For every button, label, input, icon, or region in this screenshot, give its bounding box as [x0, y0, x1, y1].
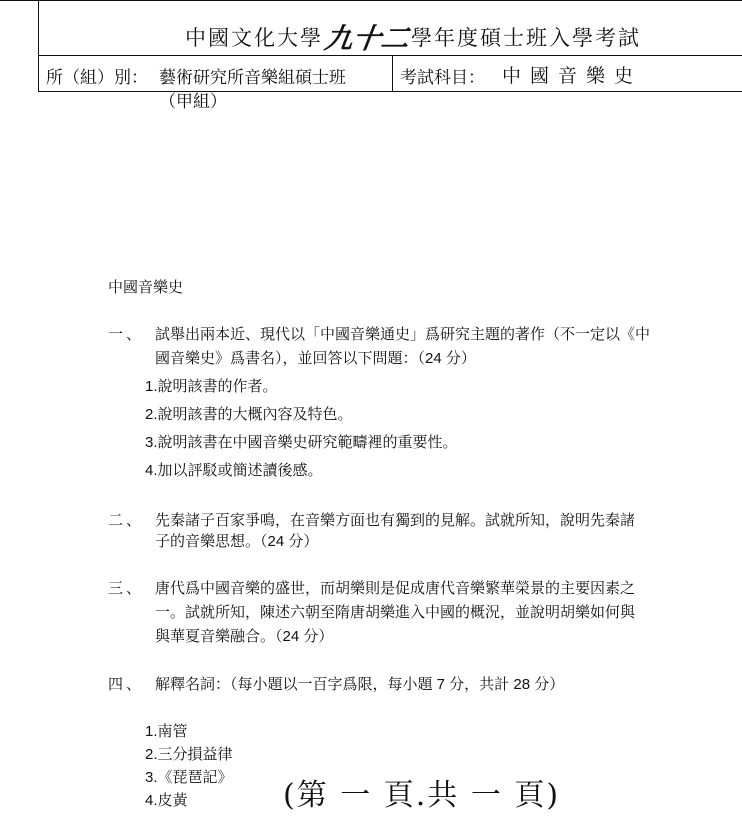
- question-1-line-1: 試舉出兩本近、現代以「中國音樂通史」爲研究主題的著作（不一定以《中: [155, 326, 651, 343]
- header-left-rule: [38, 0, 39, 92]
- question-4-sub-1: 1.南管: [145, 723, 188, 740]
- subject-label: 考試科目：: [400, 68, 485, 88]
- question-3-line-1: 唐代爲中國音樂的盛世，而胡樂則是促成唐代音樂繁華榮景的主要因素之: [155, 580, 636, 597]
- header-bottom-rule: [38, 91, 742, 92]
- question-2-number: 二、: [108, 512, 145, 529]
- exam-title-university: 中國文化大學: [185, 26, 323, 50]
- document-heading: 中國音樂史: [108, 279, 184, 296]
- page-indicator: (第 一 頁.共 一 頁): [283, 778, 561, 813]
- question-1-sub-4: 4.加以評駁或簡述讀後感。: [145, 462, 323, 479]
- question-1-sub-1: 1.說明該書的作者。: [145, 378, 278, 395]
- question-1-sub-2: 2.說明該書的大概內容及特色。: [145, 406, 353, 423]
- exam-year-handwritten: 九十二: [322, 22, 412, 55]
- question-3-number: 三、: [108, 580, 145, 597]
- question-4-sub-3: 3.《琵琶記》: [145, 769, 233, 786]
- question-3-line-3: 與華夏音樂融合。（24 分）: [155, 628, 334, 645]
- question-1-line-2: 國音樂史》爲書名），並回答以下問題：（24 分）: [155, 350, 476, 367]
- question-2-line-1: 先秦諸子百家爭鳴，在音樂方面也有獨到的見解。試就所知，說明先秦諸: [155, 512, 636, 529]
- department-group: （甲組）: [159, 92, 227, 112]
- department-value: 藝術研究所音樂組碩士班: [159, 68, 346, 88]
- exam-title-suffix: 學年度碩士班入學考試: [411, 26, 642, 50]
- question-3-line-2: 一。試就所知，陳述六朝至隋唐胡樂進入中國的概況，並說明胡樂如何與: [155, 604, 636, 621]
- department-label: 所（組）別：: [46, 68, 148, 88]
- question-1-number: 一、: [108, 326, 145, 343]
- header-divider-rule: [392, 56, 393, 92]
- question-4-number: 四、: [108, 676, 145, 693]
- question-1-sub-3: 3.說明該書在中國音樂史研究範疇裡的重要性。: [145, 434, 458, 451]
- question-4-line-1: 解釋名詞：（每小題以一百字爲限，每小題 7 分，共計 28 分）: [155, 676, 565, 693]
- question-4-sub-4: 4.皮黃: [145, 792, 188, 809]
- question-4-sub-2: 2.三分損益律: [145, 746, 233, 763]
- exam-title: [185, 17, 641, 57]
- subject-value: 中國音樂史: [502, 65, 643, 87]
- question-2-line-2: 子的音樂思想。（24 分）: [155, 533, 319, 550]
- header-top-rule: [0, 0, 742, 1]
